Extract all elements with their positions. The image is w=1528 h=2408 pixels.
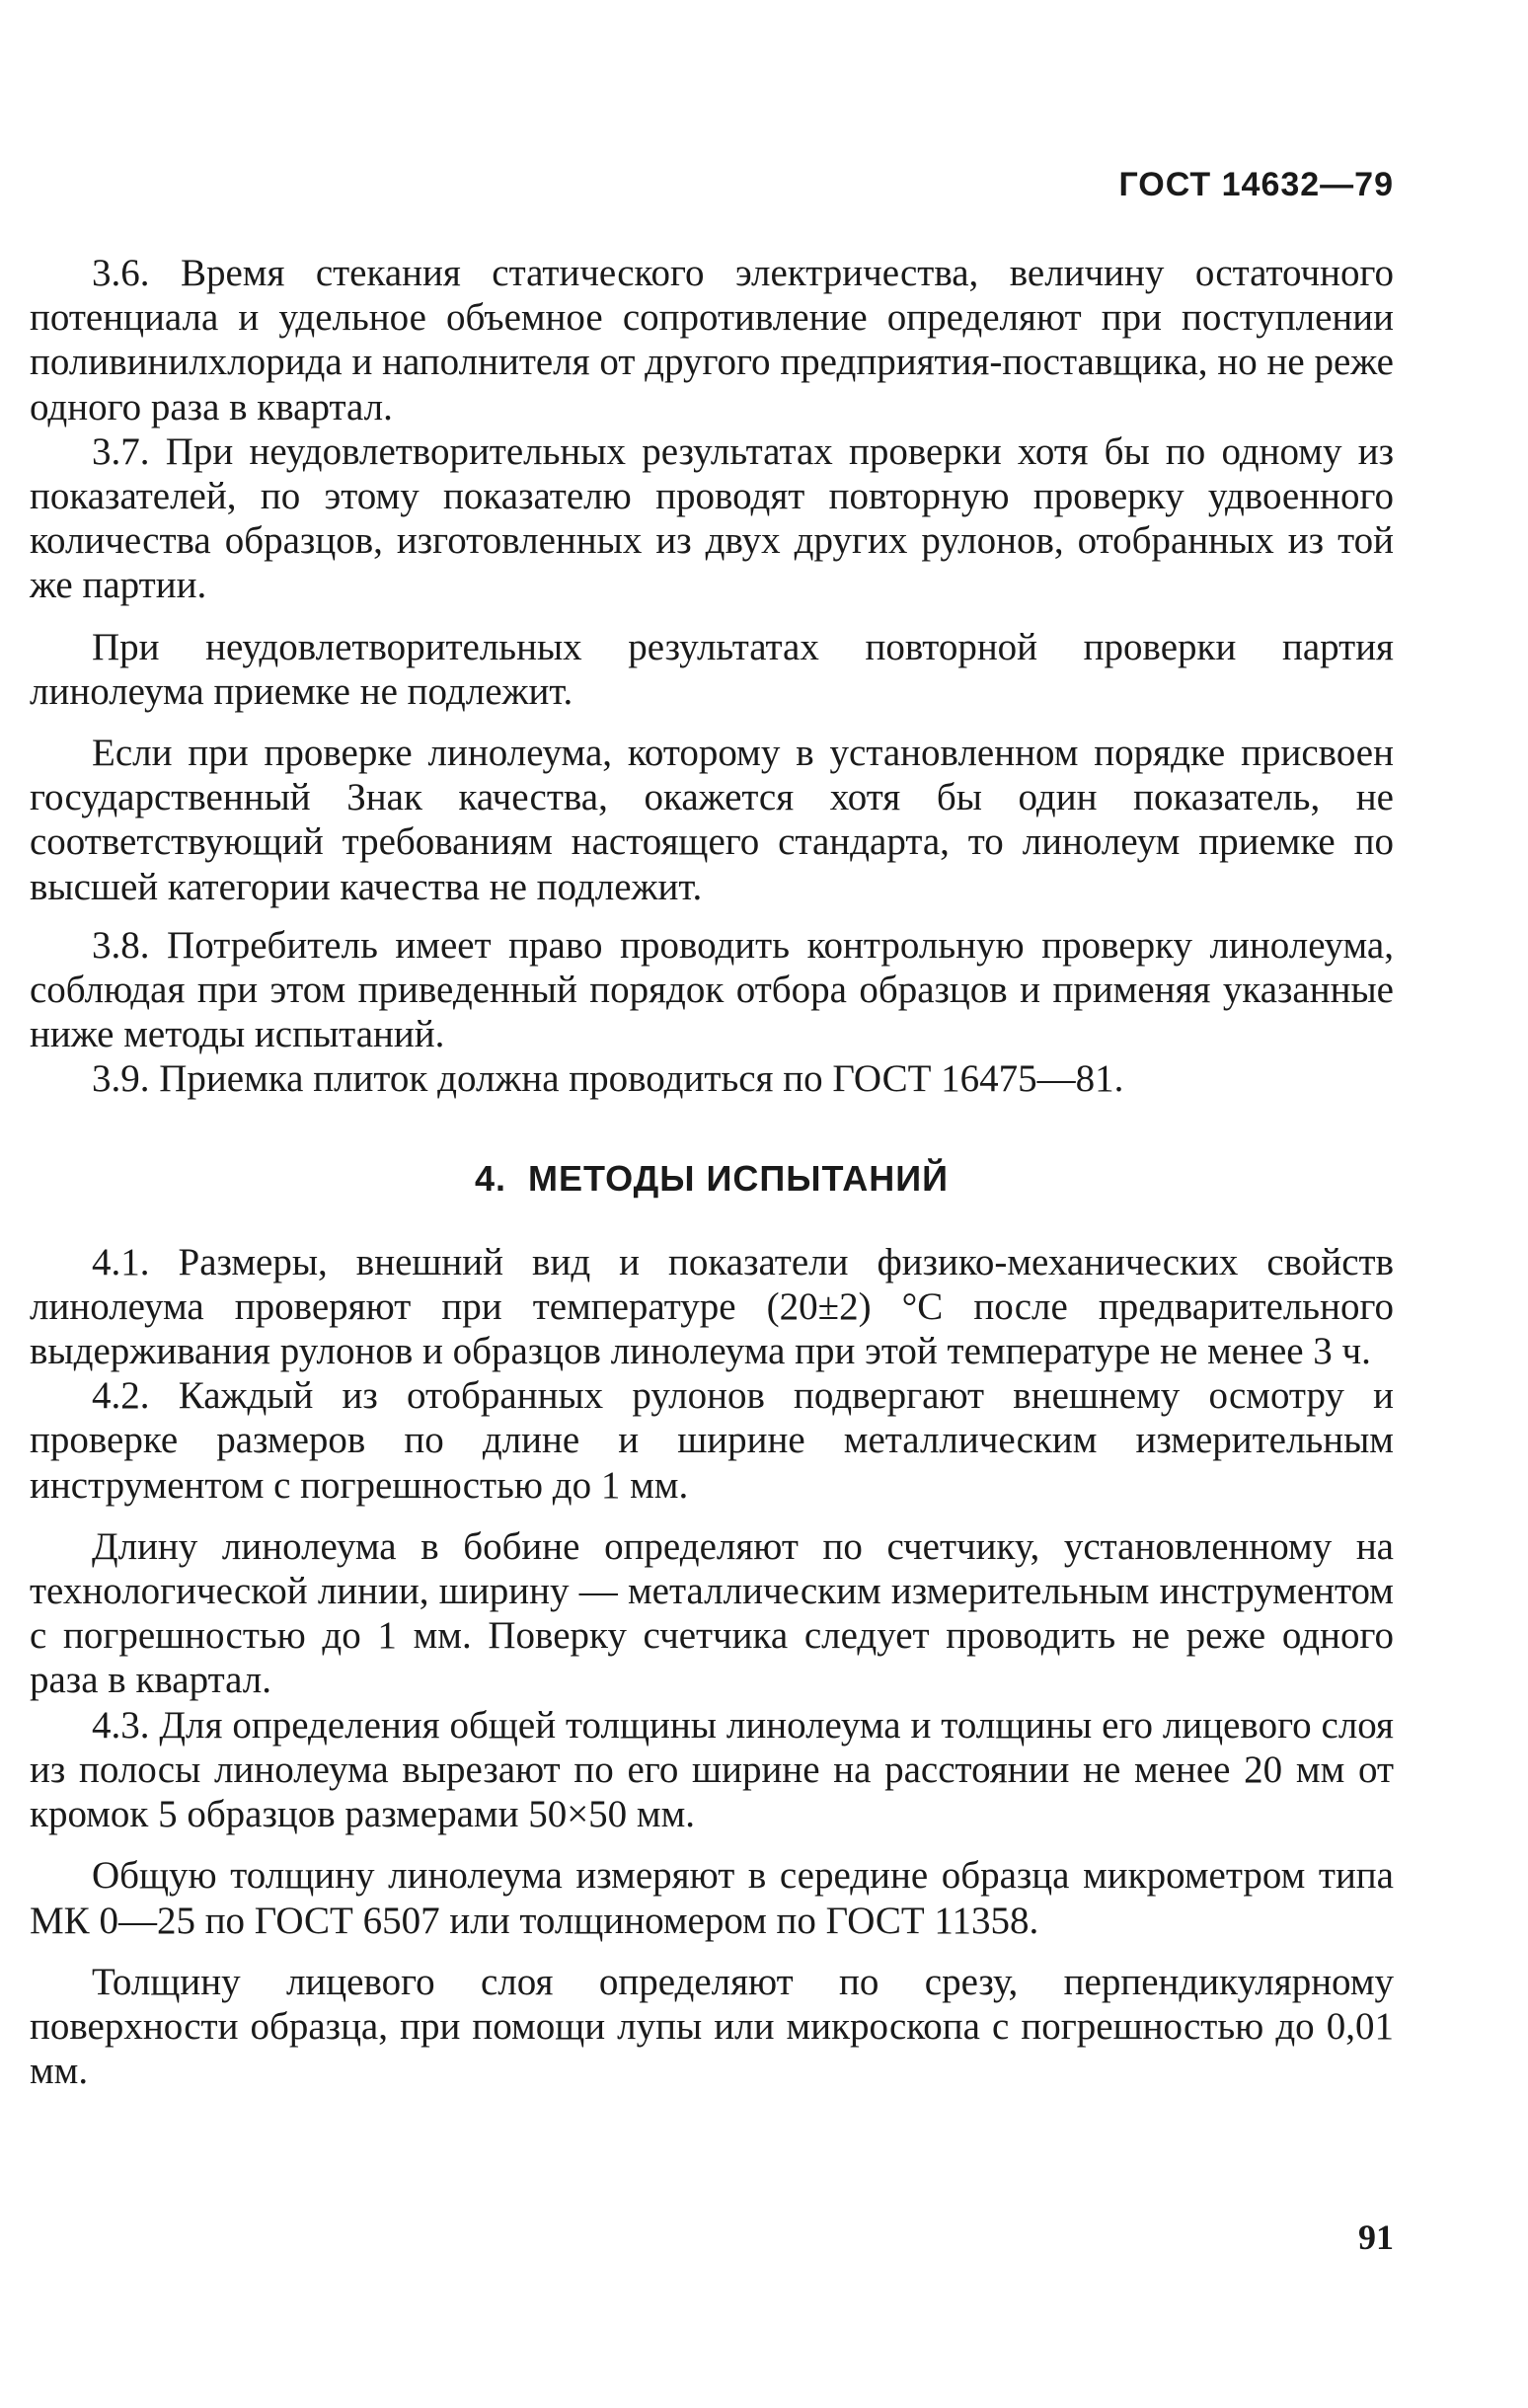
document-page — [30, 0, 1394, 2408]
paragraph-3-8: 3.8. Потребитель имеет право проводить контрольную проверку линолеума, соблюдая при этом приведенный порядок отбора образцов и применяя указанные ниже методы испытаний. — [30, 923, 1394, 1056]
paragraph-3-9: 3.9. Приемка плиток должна проводиться по ГОСТ 16475—81. — [92, 1057, 1124, 1101]
paragraph-3-7: 3.7. При неудовлетворительных результатах проверки хотя бы по одному из показателей, по этому показателю проводят повторную проверку удвоенного количества образцов, изготовленных из двух других рулонов, отобранных из той же партии. — [30, 429, 1394, 607]
document-body — [30, 251, 1394, 2093]
paragraph-3-7-repeat-check: При неудовлетворительных результатах повторной проверки партия линолеума приемке не подлежит. — [30, 625, 1394, 713]
standard-header: ГОСТ 14632—79 — [1118, 166, 1394, 203]
paragraph-4-3: 4.3. Для определения общей толщины линолеума и толщины его лицевого слоя из полосы линолеума вырезают по его ширине на расстоянии не менее 20 мм от кромок 5 образцов размерами 50×50 мм. — [30, 1703, 1394, 1836]
page-number: 91 — [1358, 2217, 1394, 2257]
paragraph-4-2-length: Длину линолеума в бобине определяют по счетчику, установленному на технологической линии, ширину — металлическим измерительным инструментом с погрешностью до 1 мм. Поверку счетчика следует проводить не реже одного раза в квартал. — [30, 1524, 1394, 1702]
paragraph-4-3-total-thickness: Общую толщину линолеума измеряют в середине образца микрометром типа МК 0—25 по ГОСТ 6507 или толщиномером по ГОСТ 11358. — [30, 1854, 1394, 1942]
paragraph-4-2: 4.2. Каждый из отобранных рулонов подвергают внешнему осмотру и проверке размеров по длине и ширине металлическим измерительным инструментом с погрешностью до 1 мм. — [30, 1374, 1394, 1507]
paragraph-3-6: 3.6. Время стекания статического электричества, величину остаточного потенциала и удельное объемное сопротивление определяют при поступлении поливинилхлорида и наполнителя от другого предприятия-поставщика, но не реже одного раза в квартал. — [30, 252, 1394, 428]
paragraph-4-3-face-layer: Толщину лицевого слоя определяют по срезу, перпендикулярному поверхности образца, при помощи лупы или микроскопа с погрешностью до 0,01 мм. — [30, 1960, 1394, 2093]
section-heading — [30, 1157, 1394, 1201]
section-title: МЕТОДЫ ИСПЫТАНИЙ — [528, 1157, 949, 1199]
section-number: 4. — [474, 1157, 507, 1199]
paragraph-4-1: 4.1. Размеры, внешний вид и показатели физико-механических свойств линолеума проверяют при температуре (20±2) °С после предварительного выдерживания рулонов и образцов линолеума при этой температуре не менее 3 ч. — [30, 1240, 1394, 1373]
paragraph-3-7-quality-mark: Если при проверке линолеума, которому в установленном порядке присвоен государственный Знак качества, окажется хотя бы один показатель, не соответствующий требованиям настоящего стандарта, то линолеум приемке по высшей категории качества не подлежит. — [30, 732, 1394, 908]
